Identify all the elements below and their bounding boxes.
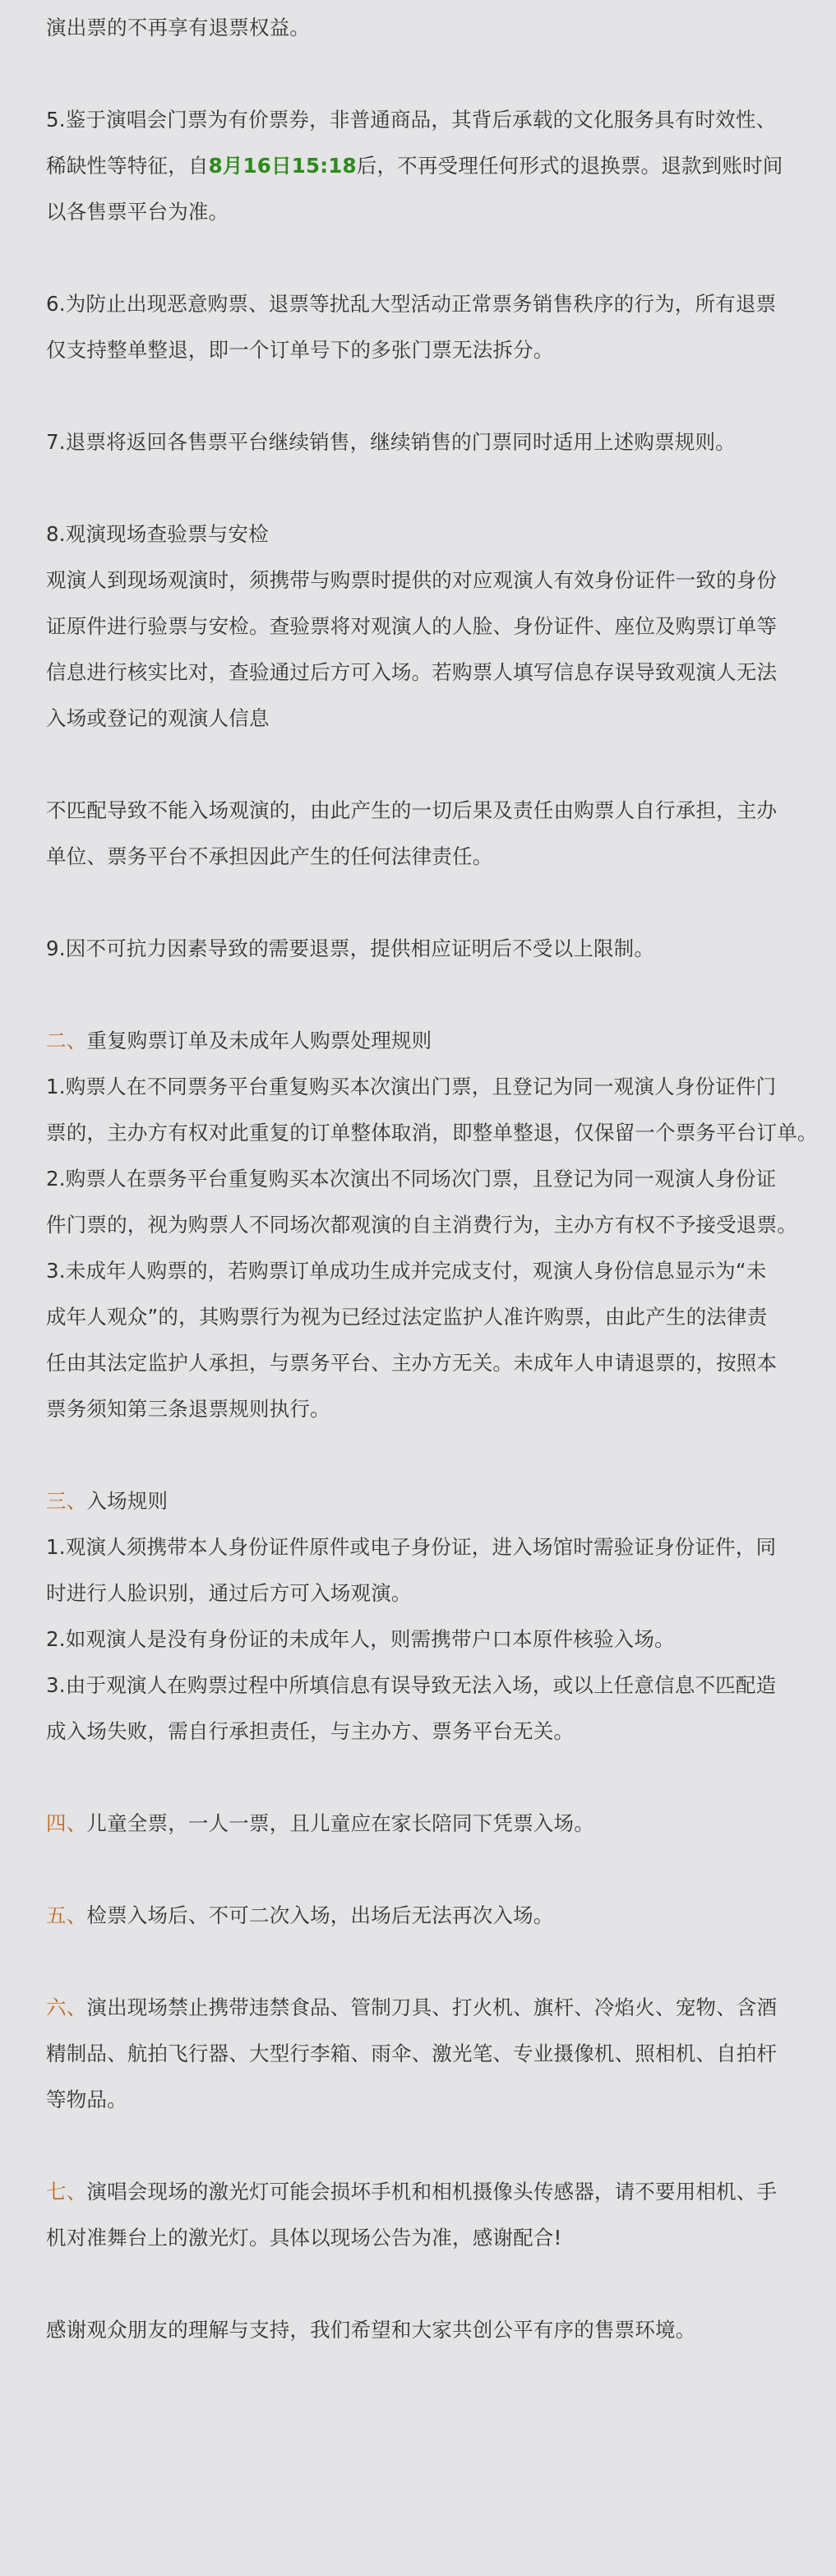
text-line: 观演人到现场观演时，须携带与购票时提供的对应观演人有效身份证件一致的身份: [46, 568, 778, 592]
text-line: 时进行人脸识别，通过后方可入场观演。: [46, 1581, 412, 1605]
text-line: 5.鉴于演唱会门票为有价票券，非普通商品，其背后承载的文化服务具有时效性、: [46, 108, 777, 132]
refund-deadline-highlight: 8月16日15:18: [208, 154, 357, 178]
text-line: 等物品。: [46, 2088, 127, 2111]
text-line: 9.因不可抗力因素导致的需要退票，提供相应证明后不受以上限制。: [46, 937, 655, 960]
text-segment: 后，不再受理任何形式的退换票。退款到账时间: [356, 154, 783, 178]
text-line: 证原件进行验票与安检。查验票将对观演人的人脸、身份证件、座位及购票订单等: [46, 614, 778, 638]
section-heading: [46, 1028, 803, 1054]
section-title: 儿童全票，一人一票，且儿童应在家长陪同下凭票入场。: [86, 1811, 594, 1835]
text-line: 机对准舞台上的激光灯。具体以现场公告为准，感谢配合!: [46, 2226, 562, 2250]
text-line: 件门票的，视为购票人不同场次都观演的自主消费行为，主办方有权不予接受退票。: [46, 1213, 797, 1237]
section-heading: [46, 1811, 803, 1837]
section-number: 五、: [46, 1903, 87, 1927]
text-line: 以各售票平台为准。: [46, 200, 229, 224]
section-number: 七、: [46, 2180, 87, 2204]
text-line: 入场或登记的观演人信息: [46, 706, 270, 730]
text-line: 3.由于观演人在购票过程中所填信息有误导致无法入场，或以上任意信息不匹配造: [46, 1673, 777, 1697]
section-title: 演唱会现场的激光灯可能会损坏手机和相机摄像头传感器，请不要用相机、手: [86, 2180, 778, 2204]
closing-line: 感谢观众朋友的理解与支持，我们希望和大家共创公平有序的售票环境。: [46, 2318, 696, 2342]
text-line: 1.观演人须携带本人身份证件原件或电子身份证，进入场馆时需验证身份证件，同: [46, 1535, 777, 1559]
section-title: 演出现场禁止携带违禁食品、管制刀具、打火机、旗杆、冷焰火、宠物、含酒: [86, 1996, 778, 2019]
section-number: 三、: [46, 1489, 87, 1513]
text-line: 7.退票将返回各售票平台继续销售，继续销售的门票同时适用上述购票规则。: [46, 430, 736, 454]
text-line: 成入场失败，需自行承担责任，与主办方、票务平台无关。: [46, 1719, 575, 1743]
section-number: 二、: [46, 1029, 87, 1052]
section-heading: [46, 1995, 803, 2021]
section-number: 六、: [46, 1996, 87, 2019]
text-line: 演出票的不再享有退票权益。: [46, 16, 311, 39]
section-title: 检票入场后、不可二次入场，出场后无法再次入场。: [86, 1903, 554, 1927]
text-line: 票的，主办方有权对此重复的订单整体取消，即整单整退，仅保留一个票务平台订单。: [46, 1121, 818, 1145]
text-line: 8.观演现场查验票与安检: [46, 522, 269, 546]
text-line: 仅支持整单整退，即一个订单号下的多张门票无法拆分。: [46, 338, 554, 362]
text-line: 不匹配导致不能入场观演的，由此产生的一切后果及责任由购票人自行承担，主办: [46, 798, 778, 822]
text-line: 单位、票务平台不承担因此产生的任何法律责任。: [46, 844, 493, 868]
text-line: 2.如观演人是没有身份证的未成年人，则需携带户口本原件核验入场。: [46, 1627, 675, 1651]
section-heading: [46, 1488, 803, 1515]
section-title: 入场规则: [86, 1489, 169, 1513]
section-heading: [46, 1903, 803, 1929]
text-line: 票务须知第三条退票规则执行。: [46, 1397, 330, 1421]
text-line: 3.未成年人购票的，若购票订单成功生成并完成支付，观演人身份信息显示为“未: [46, 1259, 767, 1283]
text-line: 1.购票人在不同票务平台重复购买本次演出门票，且登记为同一观演人身份证件门: [46, 1075, 777, 1098]
text-line: 任由其法定监护人承担，与票务平台、主办方无关。未成年人申请退票的，按照本: [46, 1351, 778, 1375]
text-segment: 稀缺性等特征，自: [46, 154, 209, 178]
text-line: 6.为防止出现恶意购票、退票等扰乱大型活动正常票务销售秩序的行为，所有退票: [46, 292, 777, 316]
section-heading: [46, 2179, 803, 2205]
text-line: 成年人观众”的，其购票行为视为已经过法定监护人准许购票，由此产生的法律责: [46, 1305, 768, 1329]
text-line: [46, 153, 803, 179]
section-title: 重复购票订单及未成年人购票处理规则: [86, 1029, 432, 1052]
text-line: 信息进行核实比对，查验通过后方可入场。若购票人填写信息存误导致观演人无法: [46, 660, 778, 684]
text-line: 2.购票人在票务平台重复购买本次演出不同场次门票，且登记为同一观演人身份证: [46, 1167, 777, 1191]
section-number: 四、: [46, 1811, 87, 1835]
text-line: 精制品、航拍飞行器、大型行李箱、雨伞、激光笔、专业摄像机、照相机、自拍杆: [46, 2042, 778, 2065]
